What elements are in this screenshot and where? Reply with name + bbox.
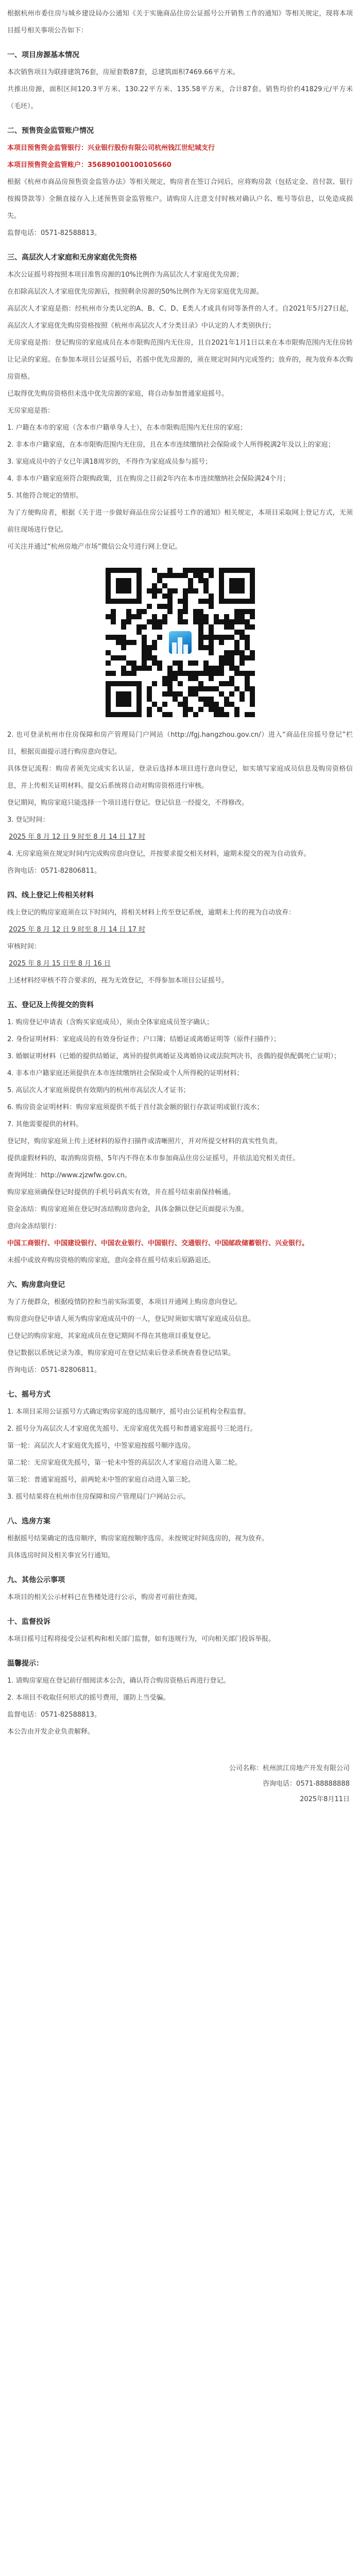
section-4-p1: 线上登记的购房家庭须在以下时间内，将相关材料上传至登记系统，逾期未上传的视为自动放弃： bbox=[7, 909, 296, 917]
section-8-p2: 具体选房时间及相关事宜另行通知。 bbox=[7, 1552, 115, 1560]
section-3-p5: 已取得优先购房资格但未选中优先房源的家庭，将自动参加普通家庭摇号。 bbox=[7, 390, 229, 398]
section-5-p5: 资金冻结：购房家庭须在登记时冻结购房意向金，具体金额以登记页面提示为准。 bbox=[7, 1206, 249, 1213]
section-7-p5: 第三轮：普通家庭摇号，前两轮未中签的家庭自动进入第三轮。 bbox=[7, 1476, 195, 1484]
material-1: 1. 购房登记申请表（含购买家庭成员），须由全体家庭成员签字确认； bbox=[7, 1019, 214, 1026]
upload-time-value: 2025 年 8 月 12 日 9 时至 8 月 14 日 17 时 bbox=[9, 926, 146, 934]
tips-title: 温馨提示： bbox=[7, 1659, 43, 1668]
material-5: 5. 高层次人才家庭须提供有效期内的杭州市高层次人才证书； bbox=[7, 1087, 190, 1094]
section-7-p2: 2. 摇号分为高层次人才家庭优先摇号、无房家庭优先摇号和普通家庭摇号三轮进行。 bbox=[7, 1425, 257, 1433]
tip-note: 本公告由开发企业负责解释。 bbox=[7, 1728, 95, 1736]
section-4-title: 四、线上登记上传相关材料 bbox=[7, 891, 94, 900]
condition-2: 2. 非本市户籍家庭，在本市限购范围内无住房，且在本市连续缴纳社会保险或个人所得税满2年及以上的家庭； bbox=[7, 441, 335, 449]
material-7: 7. 其他需要提供的材料。 bbox=[7, 1121, 83, 1128]
section-6-p1: 为了方便群众，根据疫情防控和当前实际需要，本项目开通网上购房意向登记。 bbox=[7, 1298, 242, 1306]
section-3b-p6: 咨询电话：0571-82806811。 bbox=[7, 867, 101, 875]
section-3b-p3: 登记期间，购房家庭只能选择一个项目进行登记。登记信息一经提交，不得修改。 bbox=[7, 799, 249, 807]
section-6-p3: 已登记的购房家庭，其家庭成员在登记期间不得在其他项目重复登记。 bbox=[7, 1332, 215, 1340]
review-time bbox=[7, 955, 353, 972]
section-7-title: 七、摇号方式 bbox=[7, 1391, 50, 1399]
section-9-p1: 本项目的相关公示材料已在售楼处进行公示，购房者可前往查阅。 bbox=[7, 1594, 202, 1601]
section-6-p2: 购房意向登记申请人须为购房家庭成员中的一人，登记时须如实填写家庭成员信息。 bbox=[7, 1315, 255, 1323]
section-6-p4: 登记数据以系统记录为准，购房家庭可在登记结束后登录系统查看登记结果。 bbox=[7, 1349, 235, 1357]
condition-3: 3. 家庭成员中的子女已年满18周岁的，不得作为家庭成员参与摇号； bbox=[7, 458, 212, 466]
review-time-value: 2025 年 8 月 15 日至 8 月 16 日 bbox=[9, 960, 111, 968]
section-10-title: 十、监督投诉 bbox=[7, 1618, 50, 1626]
intro-paragraph: 根据杭州市委住房与城乡建设局办公通知《关于实施商品住房公证摇号公开销售工作的通知》等相关规定，现将本项目摇号相关事项公告如下： bbox=[7, 10, 353, 35]
section-3-p4: 无房家庭是指：登记购房的家庭成员在本市限购范围内无住房，且自2021年1月1日以来在本市限购范围内无住房转让记录的家庭。在参加本项目公证摇号后，若摇中优先房源的，须在规定时间内完成签约；放弃的，视为放弃本次购房资格。 bbox=[7, 339, 353, 381]
condition-1: 1. 户籍在本市的家庭（含本市户籍单身人士），在本市限购范围内无住房的家庭； bbox=[7, 424, 247, 432]
section-3-p6: 为了方便购房者，根据《关于进一步做好商品住房公证摇号工作的通知》相关规定，本项目采取网上登记方式，无须前往现场进行登记。 bbox=[7, 509, 353, 534]
section-1-p1: 本次销售项目为联排建筑76套，房屋套数87套，总建筑面积7469.66平方米。 bbox=[7, 69, 239, 76]
section-1-title: 一、项目房源基本情况 bbox=[7, 51, 79, 59]
section-1-p2: 共推出房源，面积区间120.3平方米、130.22平方米、135.58平方米，合计87套。销售均价约41829元/平方米（毛坯）。 bbox=[7, 86, 353, 110]
material-4: 4. 非本市户籍家庭还须提供在本市连续缴纳社会保险或个人所得税的证明材料； bbox=[7, 1070, 244, 1077]
material-3: 3. 婚姻证明材料（已婚的提供结婚证，离异的提供离婚证及离婚协议或法院判决书，丧偶的提供配偶死亡证明）； bbox=[7, 1053, 341, 1060]
section-2-p2: 监督电话：0571-82588813。 bbox=[7, 229, 101, 237]
signature-company: 公司名称：杭州滨江房地产开发有限公司 bbox=[229, 1765, 350, 1772]
registration-time bbox=[7, 828, 353, 845]
material-2: 2. 身份证明材料：家庭成员的有效身份证件；户口簿；结婚证或离婚证明等（原件扫描件）； bbox=[7, 1036, 281, 1043]
section-7-p1: 1. 本项目采用公证摇号方式确定购房家庭的选房顺序，摇号由公证机构全程监督。 bbox=[7, 1408, 250, 1416]
section-7-p4: 第二轮：无房家庭优先摇号，第一轮未中签的高层次人才家庭自动进入第二轮。 bbox=[7, 1459, 242, 1467]
section-3-p2: 在扣除高层次人才家庭优先房源后，按照剩余房源的50%比例作为无房家庭优先房源。 bbox=[7, 288, 263, 296]
section-5-p4: 购房家庭须确保登记时提供的手机号码真实有效，并在摇号结束前保持畅通。 bbox=[7, 1189, 235, 1196]
section-3b-p2: 具体登记流程：购房者须先完成实名认证，登录后选择本项目进行意向登记，如实填写家庭成员信息及购房资格信息，并上传相关证明材料。提交后系统将自动对购房资格进行审核。 bbox=[7, 765, 353, 790]
signature-block bbox=[7, 1761, 353, 1807]
section-3b-p5: 4. 无房家庭须在规定时间内完成购房意向登记，并按要求提交相关材料，逾期未提交的视为自动放弃。 bbox=[7, 850, 311, 858]
section-8-p1: 根据摇号结果确定的选房顺序，购房家庭按顺序选房。未按规定时间选房的，视为放弃。 bbox=[7, 1535, 269, 1543]
supervision-account: 本项目预售资金监管账户：356890100100105660 bbox=[7, 161, 172, 169]
condition-5: 5. 其他符合规定的情形。 bbox=[7, 492, 83, 500]
section-10-p1: 本项目摇号过程将接受公证机构和相关部门监督，如有违规行为，可向相关部门投诉举报。 bbox=[7, 1635, 276, 1643]
section-5-title: 五、登记及上传提交的资料 bbox=[7, 1001, 94, 1009]
query-website: 查询网址：http://www.zjzwfw.gov.cn。 bbox=[7, 1172, 131, 1179]
review-time-label: 审核时间： bbox=[7, 943, 41, 951]
qr-code-block bbox=[7, 568, 353, 717]
banks-list: 中国工商银行、中国建设银行、中国农业银行、中国银行、交通银行、中国邮政储蓄银行、兴业银行。 bbox=[7, 1240, 309, 1247]
banks-title: 意向金冻结银行： bbox=[7, 1223, 61, 1230]
section-7-p6: 3. 摇号结果将在杭州市住房保障和房产管理局门户网站公示。 bbox=[7, 1493, 190, 1501]
signature-phone: 咨询电话：0571-88888888 bbox=[263, 1780, 350, 1788]
tip-1: 1. 请购房家庭在登记前仔细阅读本公告，确认符合购房资格后再进行登记。 bbox=[7, 1677, 230, 1685]
tip-phone: 监督电话：0571-82588813。 bbox=[7, 1711, 101, 1719]
section-6-p5: 咨询电话：0571-82806811。 bbox=[7, 1366, 101, 1374]
supervision-bank: 本项目预售资金监管银行：兴业银行股份有限公司杭州钱江世纪城支行 bbox=[7, 144, 215, 152]
section-3-p7: 可关注并通过“杭州房地产市场”微信公众号进行网上登记。 bbox=[7, 543, 182, 551]
section-3-title: 三、高层次人才家庭和无房家庭优先资格 bbox=[7, 253, 137, 262]
section-8-title: 八、选房方案 bbox=[7, 1517, 50, 1526]
section-5-p6: 未摇中或放弃购房资格的购房家庭，意向金将在摇号结束后原路退还。 bbox=[7, 1257, 215, 1264]
conditions-title: 无房家庭是指： bbox=[7, 407, 55, 415]
registration-time-label: 3. 登记时间： bbox=[7, 816, 49, 824]
material-6: 6. 购房资金证明材料：购房家庭须提供不低于首付款金额的银行存款证明或银行流水； bbox=[7, 1104, 264, 1111]
section-2-p1: 根据《杭州市商品房预售资金监管办法》等相关规定，购房者在签订合同后，应将购房款（包括定金、首付款、银行按揭贷款等）全额直接存入上述预售资金监管账户。请购房人注意支付时核对确认户名、账号等信息，以免造成损失。 bbox=[7, 178, 353, 220]
section-5-p1: 登记时，购房家庭须上传上述材料的原件扫描件或清晰照片，并对所提交材料的真实性负责。 bbox=[7, 1138, 282, 1145]
tip-2: 2. 本项目不收取任何形式的摇号费用，谨防上当受骗。 bbox=[7, 1694, 170, 1702]
section-6-title: 六、购房意向登记 bbox=[7, 1281, 65, 1289]
section-3b-p1: 2. 也可登录杭州市住房保障和房产管理局门户网站（http://fgj.hangzhou.gov.cn/）进入“商品住房摇号登记”栏目，根据页面提示进行购房意向登记。 bbox=[7, 731, 353, 756]
signature-date: 2025年8月11日 bbox=[300, 1795, 350, 1803]
qr-code-image[interactable] bbox=[106, 568, 255, 717]
upload-time bbox=[7, 921, 353, 938]
registration-time-value: 2025 年 8 月 12 日 9 时至 8 月 14 日 17 时 bbox=[9, 833, 146, 841]
section-9-title: 九、其他公示事项 bbox=[7, 1576, 65, 1584]
section-3-p1: 本次公证摇号将按照本项目准售房源的10%比例作为高层次人才家庭优先房源； bbox=[7, 271, 243, 279]
section-5-p2: 提供虚假材料的，取消购房资格，5年内不得在本市参加商品住房公证摇号，并依法追究相关责任。 bbox=[7, 1155, 300, 1162]
section-2-title: 二、预售资金监管账户情况 bbox=[7, 127, 94, 135]
qr-logo-icon bbox=[166, 629, 194, 656]
condition-4: 4. 非本市户籍家庭须符合限购政策，且在购房之日前2年内在本市连续缴纳社会保险满24个月； bbox=[7, 475, 290, 483]
section-7-p3: 第一轮：高层次人才家庭优先摇号，中签家庭按摇号顺序选房。 bbox=[7, 1442, 195, 1450]
section-3-p3: 高层次人才家庭是指：经杭州市分类认定的A、B、C、D、E类人才或具有同等条件的人才。自2021年5月27日起，高层次人才家庭优先购房资格按照《杭州市高层次人才分类目录》中认定的人才类别执行； bbox=[7, 305, 353, 330]
section-4-p3: 上述材料经审核不符合要求的，视为无效登记，不得参加本项目公证摇号。 bbox=[7, 977, 229, 985]
